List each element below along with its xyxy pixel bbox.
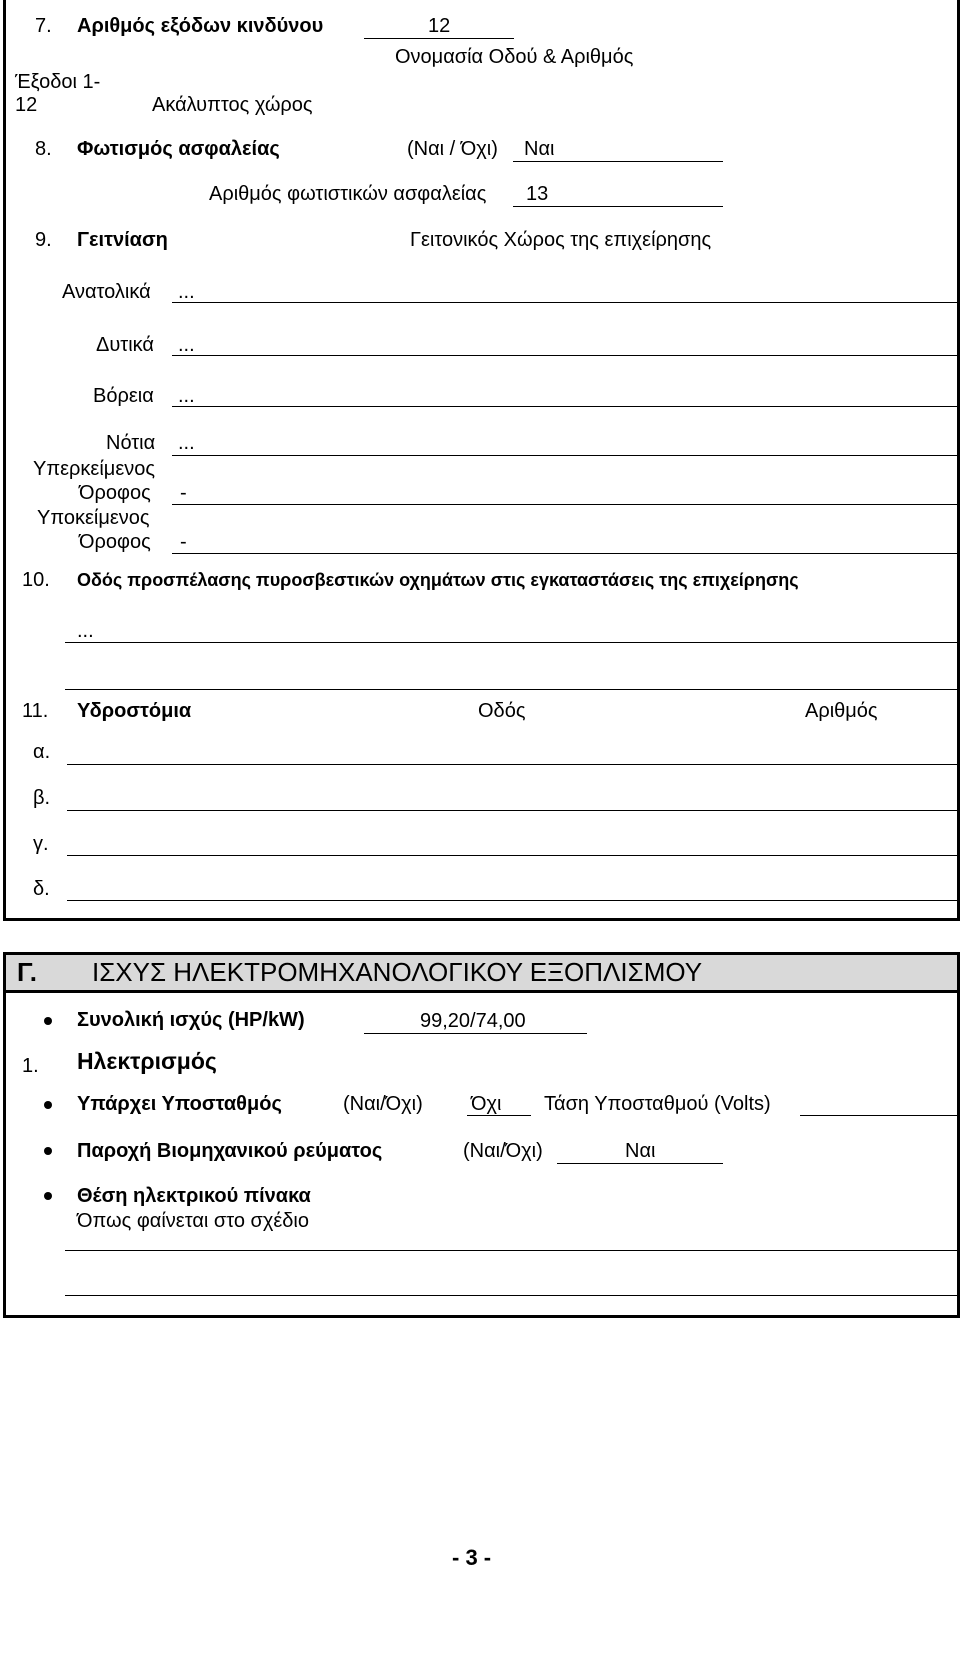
substation-yes-no-hint: (Ναι/Όχι) [343,1093,423,1115]
above-floor-line [172,504,960,505]
west-value[interactable]: ... [178,334,195,356]
section-g-frame [3,952,960,1318]
industrial-power-line [557,1163,723,1164]
substation-value[interactable]: Όχι [471,1093,502,1115]
panel-location-value[interactable]: Όπως φαίνεται στο σχέδιο [77,1210,309,1232]
panel-location-label: Θέση ηλεκτρικού πίνακα [77,1185,311,1207]
item8-number: 8. [35,138,52,160]
panel-location-line-1 [65,1250,960,1251]
page-number: - 3 - [452,1545,492,1570]
item9-label: Γειτνίαση [77,229,168,251]
item7-exits-label-line1: Έξοδοι 1- [15,71,101,93]
north-line [172,406,960,407]
below-floor-label-line2: Όροφος [79,531,151,553]
subsection-1-number: 1. [22,1055,39,1077]
hydrant-row-c: γ. [33,833,49,855]
hydrant-row-a: α. [33,741,51,763]
substation-voltage-label: Τάση Υποσταθμού (Volts) [544,1093,771,1115]
east-line [172,302,960,303]
item8-yes-no-hint: (Ναι / Όχι) [407,138,498,160]
item10-line-2 [65,689,960,690]
substation-label: Υπάρχει Υποσταθμός [77,1093,282,1115]
item11-label: Υδροστόμια [77,700,192,722]
south-label: Νότια [106,432,156,454]
hydrant-row-a-line [67,764,960,765]
hydrant-row-c-line [67,855,960,856]
item7-column-header: Ονομασία Οδού & Αριθμός [395,46,634,68]
item8-value-line [513,161,723,162]
item7-exits-label-line2: 12 [15,94,38,116]
industrial-power-yes-no-hint: (Ναι/Όχι) [463,1140,543,1162]
item10-value[interactable]: ... [77,620,94,642]
item8-count-line [513,206,723,207]
south-line [172,455,960,456]
panel-location-line-2 [65,1295,960,1296]
item11-column-street: Οδός [478,700,526,722]
west-label: Δυτικά [96,334,154,356]
bullet-substation [44,1101,52,1109]
east-label: Ανατολικά [62,281,151,303]
total-power-line [364,1033,587,1034]
industrial-power-label: Παροχή Βιομηχανικού ρεύματος [77,1140,383,1162]
item10-number: 10. [22,569,50,591]
item7-number: 7. [35,15,52,37]
total-power-value[interactable]: 99,20/74,00 [420,1010,526,1032]
subsection-1-label: Ηλεκτρισμός [77,1048,217,1074]
above-floor-label-line2: Όροφος [79,482,151,504]
section-g-letter: Γ. [17,957,37,987]
item8-value[interactable]: Ναι [524,138,555,160]
section-g-title: ΙΣΧΥΣ ΗΛΕΚΤΡΟΜΗΧΑΝΟΛΟΓΙΚΟΥ ΕΞΟΠΛΙΣΜΟΥ [92,957,703,987]
item7-label: Αριθμός εξόδων κινδύνου [77,15,324,37]
item7-value[interactable]: 12 [428,15,451,37]
item9-number: 9. [35,229,52,251]
item8-count-value[interactable]: 13 [526,183,549,205]
hydrant-row-b: β. [33,787,51,809]
bullet-panel-location [44,1192,52,1200]
bullet-industrial-power [44,1147,52,1155]
total-power-label: Συνολική ισχύς (HP/kW) [77,1009,305,1031]
hydrant-row-d-line [67,900,960,901]
item10-label: Οδός προσπέλασης πυροσβεστικών οχημάτων στις εγκαταστάσεις της επιχείρησης [77,570,799,590]
item8-label: Φωτισμός ασφαλείας [77,138,280,160]
industrial-power-value[interactable]: Ναι [625,1140,656,1162]
north-label: Βόρεια [93,385,154,407]
substation-value-line [467,1115,531,1116]
item11-column-number: Αριθμός [805,700,878,722]
below-floor-value[interactable]: - [180,531,187,553]
above-floor-label-line1: Υπερκείμενος [33,458,155,480]
bullet-total-power [44,1017,52,1025]
above-floor-value[interactable]: - [180,482,187,504]
item7-value-line [364,38,514,39]
below-floor-label-line1: Υποκείμενος [37,507,150,529]
substation-voltage-line [800,1115,960,1116]
hydrant-row-d: δ. [33,878,50,900]
item8-count-label: Αριθμός φωτιστικών ασφαλείας [209,183,487,205]
item7-exits-value[interactable]: Ακάλυπτος χώρος [152,94,313,116]
item9-column-header: Γειτονικός Χώρος της επιχείρησης [410,229,712,251]
item10-line-1 [65,642,960,643]
south-value[interactable]: ... [178,432,195,454]
hydrant-row-b-line [67,810,960,811]
below-floor-line [172,553,960,554]
east-value[interactable]: ... [178,281,195,303]
west-line [172,355,960,356]
north-value[interactable]: ... [178,385,195,407]
item11-number: 11. [22,700,49,722]
